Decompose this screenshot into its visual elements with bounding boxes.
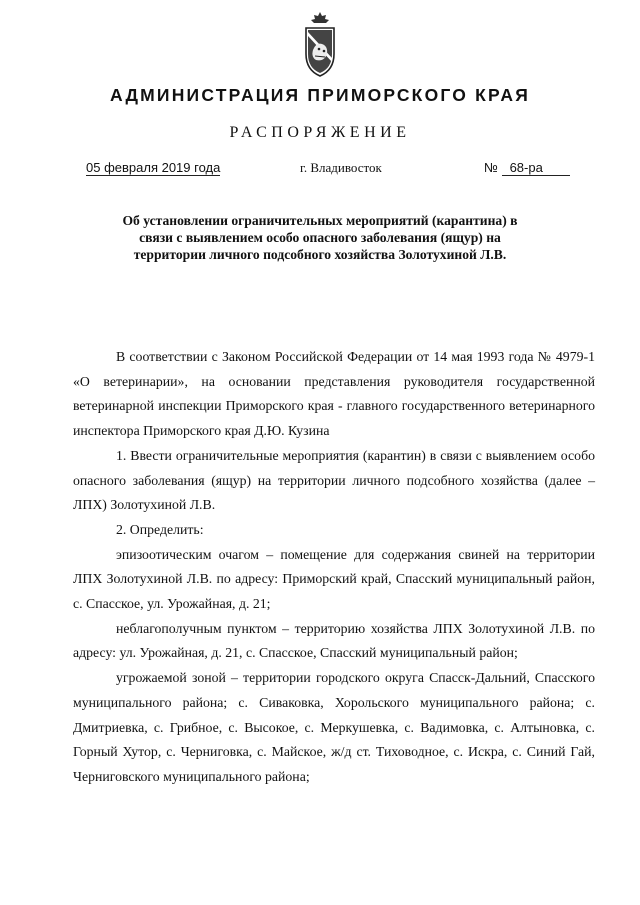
paragraph-threatened-zone: угрожаемой зоной – территории городского округа Спасск-Дальний, Спасского муниципального района; с. Сиваковка, Хорольского муниципального района; с. Дмитриевка, с. Грибное, с. Высокое, с. Меркушевка, с. Вадимовка, с. Алтыновка, с. Горный Хутор, с. Черниговка, с. Майское, ж/д ст. Тиховодное, с. Искра, с. Синий Гай, Черниговского муниципального района; [73,670,595,784]
document-city: г. Владивосток [300,160,382,175]
document-title: Об установлении ограничительных мероприятий (карантина) в связи с выявлением особо опасного заболевания (ящур) на территории личного подсобного хозяйства Золотухиной Л.В. [122,213,518,263]
organization-name: АДМИНИСТРАЦИЯ ПРИМОРСКОГО КРАЯ [110,85,530,105]
document-number [484,160,570,176]
paragraph-preamble: В соответствии с Законом Российской Федерации от 14 мая 1993 года № 4979-1 «О ветеринарии», на основании представления руководителя государственной ветеринарной инспекции Приморского края - главного государственного ветеринарного инспектора Приморского края Д.Ю. Кузина [73,349,595,439]
document-body [73,345,595,790]
number-prefix: № [484,160,498,175]
coat-of-arms-icon [300,10,340,80]
document-type: РАСПОРЯЖЕНИЕ [229,124,411,141]
paragraph-unfavorable-point: неблагополучным пунктом – территорию хозяйства ЛПХ Золотухиной Л.В. по адресу: ул. Урожайная, д. 21, с. Спасское, Спасский муниципальный район; [73,620,595,661]
document-date: 05 февраля 2019 года [86,160,221,175]
paragraph-item-2: 2. Определить: [116,521,204,537]
paragraph-item-1: 1. Ввести ограничительные мероприятия (карантин) в связи с выявлением особо опасного заболевания (ящур) на территории личного подсобного хозяйства (далее – ЛПХ) Золотухиной Л.В. [73,447,595,513]
number-value: 68-ра [502,160,570,176]
paragraph-outbreak-focus: эпизоотическим очагом – помещение для содержания свиней на территории ЛПХ Золотухиной Л.В. по адресу: Приморский край, Спасский муниципальный район, с. Спасское, ул. Урожайная, д. 21; [73,546,595,612]
